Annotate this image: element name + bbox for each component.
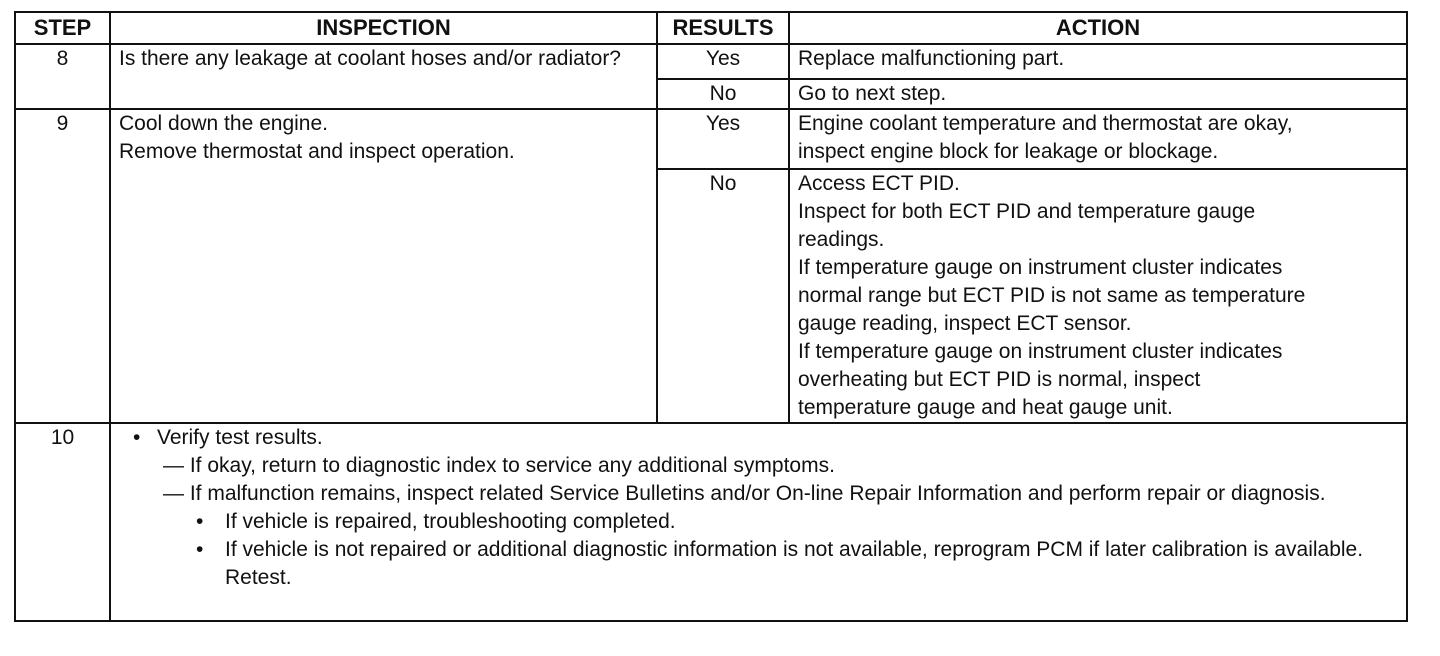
action-yes-8: Replace malfunctioning part. [789,44,1407,79]
action-line: Access ECT PID. [798,172,960,195]
result-no-9: No [657,169,789,423]
sub-bullet-item [119,536,1398,592]
step-number-9: 9 [15,109,110,423]
action-line: Engine coolant temperature and thermostat are okay, [798,112,1293,135]
inspection-line: Cool down the engine. [119,112,328,135]
diagnostic-table-container [14,11,1406,622]
header-results: RESULTS [657,12,789,44]
dash-item: — If okay, return to diagnostic index to service any additional symptoms. [163,454,835,477]
bullet-text: Verify test results. [157,426,323,449]
inspection-line: Remove thermostat and inspect operation. [119,140,515,163]
action-line: overheating but ECT PID is normal, inspect [798,368,1201,391]
action-line: readings. [798,228,885,251]
action-line: If temperature gauge on instrument cluster indicates [798,340,1283,363]
bullet-icon: • [196,538,204,561]
result-yes-9: Yes [657,109,789,169]
action-line: inspect engine block for leakage or blockage. [798,140,1219,163]
header-step: STEP [15,12,110,44]
action-yes-9 [789,109,1407,169]
header-inspection: INSPECTION [110,12,657,44]
header-row [15,12,1407,44]
result-no-8: No [657,79,789,109]
instructions-step-10 [110,423,1407,621]
dash-item: — If malfunction remains, inspect related Service Bulletins and/or On-line Repair Information and perform repair or diagnosis. [163,482,1326,505]
result-yes-8: Yes [657,44,789,79]
inspection-step-8: Is there any leakage at coolant hoses and/or radiator? [110,44,657,109]
sub-bullet-item [119,508,1398,536]
action-line: If temperature gauge on instrument cluster indicates [798,256,1283,279]
table-row-step-9-yes [15,109,1407,169]
action-line: temperature gauge and heat gauge unit. [798,396,1173,419]
bullet-item [119,424,1398,452]
table-row-step-10 [15,423,1407,621]
action-no-8: Go to next step. [789,79,1407,109]
inspection-step-9 [110,109,657,423]
action-line: gauge reading, inspect ECT sensor. [798,312,1132,335]
diagnostic-table [14,11,1408,622]
bullet-icon: • [196,510,204,533]
bullet-icon: • [133,426,141,449]
step-number-8: 8 [15,44,110,109]
table-row-step-8-yes [15,44,1407,79]
action-no-9 [789,169,1407,423]
action-line: normal range but ECT PID is not same as temperature [798,284,1306,307]
sub-bullet-text: If vehicle is not repaired or additional diagnostic information is not available, reprogram PCM if later calibration is available. Retest. [225,538,1364,589]
step-number-10: 10 [15,423,110,621]
sub-bullet-text: If vehicle is repaired, troubleshooting completed. [225,510,676,533]
action-line: Inspect for both ECT PID and temperature gauge [798,200,1256,223]
header-action: ACTION [789,12,1407,44]
